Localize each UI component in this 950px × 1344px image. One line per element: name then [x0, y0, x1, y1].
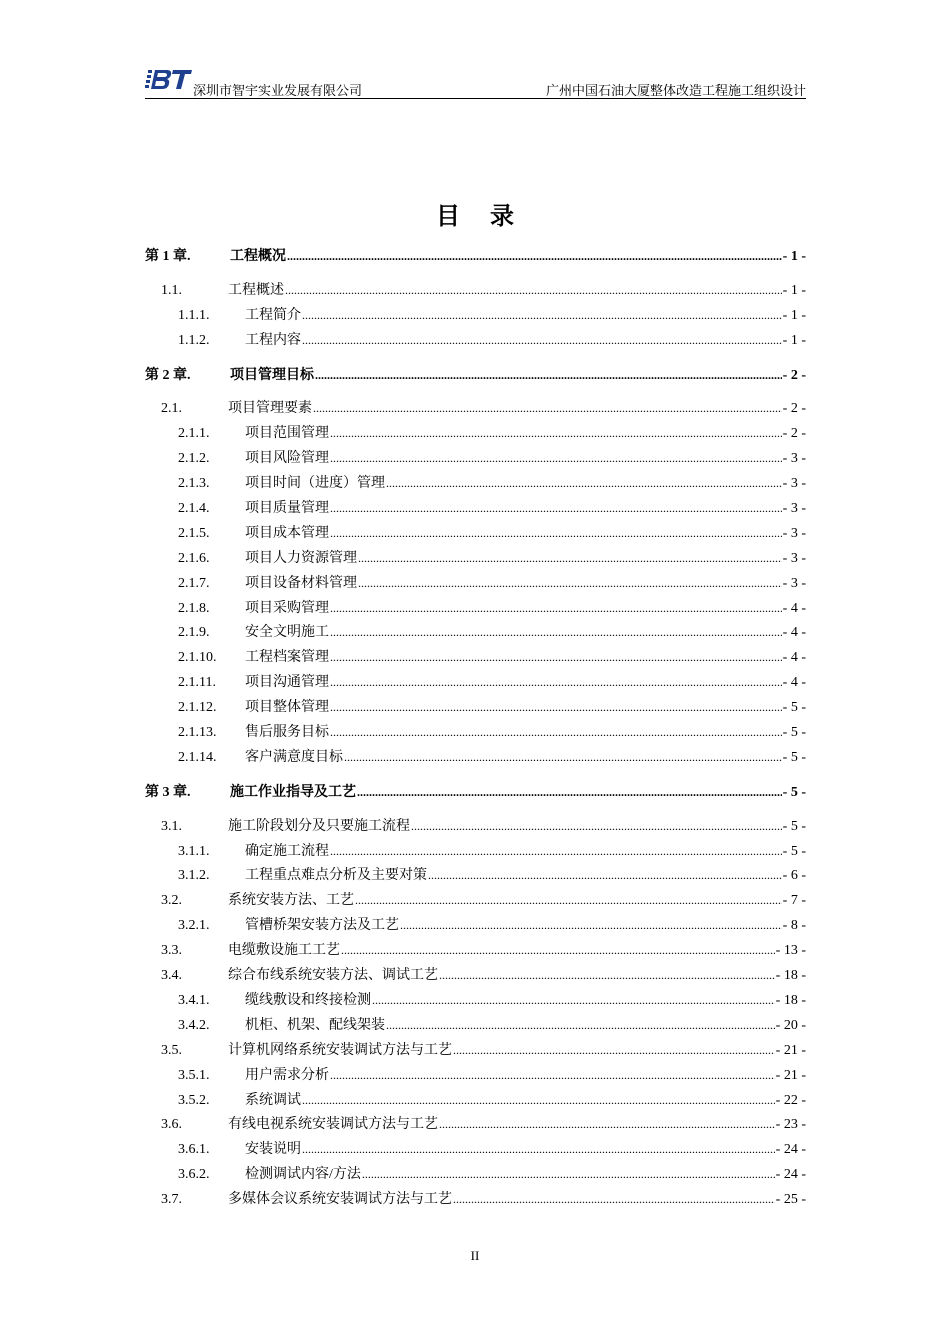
- toc-entry-label: 用户需求分析: [245, 1067, 329, 1083]
- toc-entry[interactable]: [145, 1013, 806, 1038]
- toc-leader-dots: [358, 546, 782, 572]
- toc-leader-dots: [428, 863, 782, 889]
- toc-entry-label: 缆线敷设和终接检测: [245, 992, 371, 1008]
- toc-entry[interactable]: [145, 1162, 806, 1187]
- toc-entry-label: 项目设备材料管理: [245, 575, 357, 591]
- toc-entry-label: 项目管理要素: [228, 401, 312, 417]
- toc-entry-label: 工程简介: [245, 307, 301, 323]
- toc-entry[interactable]: [145, 596, 806, 621]
- toc-entry-label: 系统安装方法、工艺: [228, 893, 354, 909]
- toc-entry-number: 2.1.4.: [178, 501, 210, 517]
- toc-entry-page: - 4 -: [782, 675, 806, 691]
- toc-entry-number: 3.1.1.: [178, 843, 210, 859]
- toc-leader-dots: [302, 303, 782, 329]
- toc-entry[interactable]: [145, 839, 806, 864]
- toc-entry-number: 3.1.2.: [178, 868, 210, 884]
- toc-entry[interactable]: [145, 244, 806, 269]
- toc-entry-page: - 1 -: [782, 282, 806, 298]
- toc-entry-label: 项目质量管理: [245, 501, 329, 517]
- toc-entry-number: 3.5.2.: [178, 1092, 210, 1108]
- toc-entry-page: - 5 -: [782, 843, 806, 859]
- toc-entry[interactable]: [145, 938, 806, 963]
- toc-entry-page: - 3 -: [782, 501, 806, 517]
- toc-entry-page: - 5 -: [782, 749, 806, 765]
- toc-entry[interactable]: [145, 645, 806, 670]
- toc-entry-number: 2.1.14.: [178, 749, 217, 765]
- toc-entry-label: 项目风险管理: [245, 451, 329, 467]
- toc-entry-label: 项目沟通管理: [245, 675, 329, 691]
- toc-entry-page: - 7 -: [782, 893, 806, 909]
- toc-entry-number: 3.5.: [161, 1042, 182, 1058]
- toc-leader-dots: [330, 695, 782, 721]
- toc-leader-dots: [357, 780, 782, 806]
- toc-leader-dots: [344, 745, 782, 771]
- toc-entry-label: 确定施工流程: [245, 843, 329, 859]
- toc-entry-label: 安装说明: [245, 1142, 301, 1158]
- toc-entry-page: - 20 -: [775, 1017, 806, 1033]
- toc-entry-number: 第 1 章.: [145, 249, 191, 264]
- toc-leader-dots: [330, 596, 782, 622]
- toc-entry-page: - 18 -: [775, 968, 806, 984]
- toc-entry-page: - 21 -: [775, 1042, 806, 1058]
- toc-entry-page: - 5 -: [782, 784, 806, 800]
- toc-entry[interactable]: [145, 363, 806, 388]
- toc-entry-number: 2.1.6.: [178, 550, 210, 566]
- project-title: 广州中国石油大厦整体改造工程施工组织设计: [545, 83, 806, 98]
- toc-entry-number: 3.1.: [161, 818, 182, 834]
- toc-leader-dots: [355, 888, 782, 914]
- toc-entry[interactable]: [145, 1187, 806, 1212]
- toc-entry[interactable]: [145, 496, 806, 521]
- toc-entry-page: - 3 -: [782, 575, 806, 591]
- toc-entry-label: 项目整体管理: [245, 700, 329, 716]
- toc-entry-number: 3.3.: [161, 943, 182, 959]
- toc-entry[interactable]: [145, 1038, 806, 1063]
- toc-entry[interactable]: [145, 620, 806, 645]
- toc-entry-page: - 5 -: [782, 818, 806, 834]
- toc-entry-page: - 4 -: [782, 600, 806, 616]
- toc-entry-label: 售后服务目标: [245, 725, 329, 741]
- toc-entry-label: 项目人力资源管理: [245, 550, 357, 566]
- toc-entry-number: 第 3 章.: [145, 784, 191, 800]
- toc-entry[interactable]: [145, 1088, 806, 1113]
- toc-entry-number: 1.1.: [161, 282, 182, 298]
- toc-leader-dots: [285, 278, 782, 304]
- toc-leader-dots: [330, 620, 782, 646]
- toc-entry-label: 客户满意度目标: [245, 749, 343, 765]
- toc-entry-label: 安全文明施工: [245, 625, 329, 641]
- toc-entry-page: - 21 -: [775, 1067, 806, 1083]
- toc-entry-label: 项目范围管理: [245, 426, 329, 442]
- toc-leader-dots: [330, 521, 782, 547]
- toc-leader-dots: [400, 913, 782, 939]
- toc-leader-dots: [330, 496, 782, 522]
- toc-entry-page: - 1 -: [782, 332, 806, 348]
- toc-entry-page: - 25 -: [775, 1192, 806, 1208]
- toc-entry-label: 工程重点难点分析及主要对策: [245, 868, 427, 884]
- toc-entry-page: - 3 -: [782, 525, 806, 541]
- toc-entry[interactable]: [145, 1063, 806, 1088]
- toc-entry-number: 3.6.1.: [178, 1142, 210, 1158]
- toc-entry-number: 2.1.1.: [178, 426, 210, 442]
- toc-entry-label: 施工作业指导及工艺: [230, 784, 356, 800]
- toc-entry[interactable]: [145, 521, 806, 546]
- toc-leader-dots: [330, 446, 782, 472]
- toc-leader-dots: [330, 720, 782, 746]
- toc-entry-page: - 18 -: [775, 992, 806, 1008]
- toc-entry-label: 项目成本管理: [245, 525, 329, 541]
- toc-leader-dots: [315, 363, 782, 389]
- toc-leader-dots: [302, 328, 782, 354]
- toc-entry-label: 综合布线系统安装方法、调试工艺: [228, 968, 438, 984]
- toc-leader-dots: [302, 1088, 775, 1114]
- company-name: 深圳市智宇实业发展有限公司: [193, 83, 363, 98]
- toc-entry-number: 1.1.2.: [178, 332, 210, 348]
- toc-entry-number: 3.4.1.: [178, 992, 210, 1008]
- toc-entry-label: 项目时间（进度）管理: [245, 476, 385, 492]
- toc-entry-number: 2.1.11.: [178, 675, 216, 691]
- toc-entry[interactable]: [145, 446, 806, 471]
- toc-entry[interactable]: [145, 720, 806, 745]
- toc-leader-dots: [411, 814, 782, 840]
- toc-entry[interactable]: [145, 888, 806, 913]
- toc-entry[interactable]: [145, 571, 806, 596]
- toc-leader-dots: [330, 1063, 775, 1089]
- toc-leader-dots: [453, 1187, 775, 1213]
- toc-entry-page: - 6 -: [782, 868, 806, 884]
- toc-entry[interactable]: [145, 695, 806, 720]
- toc-leader-dots: [439, 1112, 775, 1138]
- toc-entry-number: 2.1.8.: [178, 600, 210, 616]
- toc-entry-page: - 4 -: [782, 650, 806, 666]
- toc-entry[interactable]: [145, 863, 806, 888]
- toc-leader-dots: [341, 938, 775, 964]
- company-logo-icon: [145, 66, 193, 96]
- toc-entry-page: - 2 -: [782, 426, 806, 442]
- toc-entry-number: 2.1.: [161, 401, 182, 417]
- toc-entry-number: 2.1.7.: [178, 575, 210, 591]
- toc-entry-label: 项目管理目标: [230, 367, 314, 383]
- toc-entry[interactable]: [145, 814, 806, 839]
- toc-entry[interactable]: [145, 328, 806, 353]
- toc-entry[interactable]: [145, 670, 806, 695]
- toc-entry-page: - 1 -: [782, 249, 806, 264]
- toc-entry-page: - 3 -: [782, 476, 806, 492]
- toc-leader-dots: [362, 1162, 775, 1188]
- toc-entry-number: 2.1.12.: [178, 700, 217, 716]
- toc-entry-number: 2.1.2.: [178, 451, 210, 467]
- toc-entry-label: 施工阶段划分及只要施工流程: [228, 818, 410, 834]
- toc-entry-label: 检测调试内容/方法: [245, 1167, 361, 1183]
- toc-entry-page: - 23 -: [775, 1117, 806, 1133]
- toc-entry-page: - 24 -: [775, 1167, 806, 1183]
- toc-entry[interactable]: [145, 988, 806, 1013]
- toc-entry[interactable]: [145, 963, 806, 988]
- toc-entry-number: 1.1.1.: [178, 307, 210, 323]
- page-number: II: [470, 1248, 480, 1263]
- toc-leader-dots: [386, 471, 782, 497]
- toc-leader-dots: [330, 645, 782, 671]
- toc-entry-number: 3.6.2.: [178, 1167, 210, 1183]
- toc-leader-dots: [330, 670, 782, 696]
- toc-entry-number: 3.4.: [161, 968, 182, 984]
- toc-entry-label: 管槽桥架安装方法及工艺: [245, 918, 399, 934]
- toc-entry[interactable]: [145, 396, 806, 421]
- toc-entry-number: 2.1.3.: [178, 476, 210, 492]
- toc-entry[interactable]: [145, 913, 806, 938]
- toc-entry-page: - 2 -: [782, 401, 806, 417]
- toc-entry-number: 3.2.: [161, 893, 182, 909]
- toc-leader-dots: [386, 1013, 775, 1039]
- toc-entry-label: 系统调试: [245, 1092, 301, 1108]
- toc-entry-number: 3.2.1.: [178, 918, 210, 934]
- toc-entry[interactable]: [145, 1137, 806, 1162]
- toc-entry-number: 2.1.13.: [178, 725, 217, 741]
- toc-entry-label: 项目采购管理: [245, 600, 329, 616]
- toc-entry[interactable]: [145, 421, 806, 446]
- toc-entry-page: - 13 -: [775, 943, 806, 959]
- toc-title: 目录: [436, 204, 544, 230]
- toc-entry-page: - 24 -: [775, 1142, 806, 1158]
- toc-entry[interactable]: [145, 471, 806, 496]
- toc-entry-label: 机柜、机架、配线架装: [245, 1017, 385, 1033]
- toc-entry-number: 2.1.10.: [178, 650, 217, 666]
- toc-entry-label: 工程档案管理: [245, 650, 329, 666]
- toc-entry-page: - 1 -: [782, 307, 806, 323]
- toc-entry[interactable]: [145, 745, 806, 770]
- toc-leader-dots: [453, 1038, 775, 1064]
- toc-entry[interactable]: [145, 546, 806, 571]
- toc-entry[interactable]: [145, 780, 806, 805]
- toc-entry-label: 电缆敷设施工工艺: [228, 943, 340, 959]
- page-header: [145, 64, 806, 99]
- toc-entry-number: 2.1.5.: [178, 525, 210, 541]
- toc-leader-dots: [330, 421, 782, 447]
- toc-leader-dots: [313, 396, 782, 422]
- toc-leader-dots: [358, 571, 782, 597]
- toc-entry-label: 工程概述: [228, 282, 284, 298]
- toc-entry-page: - 3 -: [782, 550, 806, 566]
- toc-entry-page: - 5 -: [782, 725, 806, 741]
- toc-entry-label: 计算机网络系统安装调试方法与工艺: [228, 1042, 452, 1058]
- toc-entry-page: - 2 -: [782, 367, 806, 383]
- toc-leader-dots: [287, 244, 782, 270]
- toc-entry-page: - 4 -: [782, 625, 806, 641]
- toc-entry-number: 第 2 章.: [145, 367, 191, 383]
- toc-entry-label: 有线电视系统安装调试方法与工艺: [228, 1117, 438, 1133]
- toc-leader-dots: [330, 839, 782, 865]
- toc-entry-label: 工程内容: [245, 332, 301, 348]
- toc-entry-page: - 5 -: [782, 700, 806, 716]
- toc-leader-dots: [372, 988, 775, 1014]
- toc-entry[interactable]: [145, 1112, 806, 1137]
- toc-entry-number: 3.5.1.: [178, 1067, 210, 1083]
- toc-leader-dots: [302, 1137, 775, 1163]
- toc-entry-number: 3.6.: [161, 1117, 182, 1133]
- toc-entry-number: 3.4.2.: [178, 1017, 210, 1033]
- toc-entry-label: 工程概况: [230, 249, 286, 264]
- toc-entry-page: - 22 -: [775, 1092, 806, 1108]
- toc-entry[interactable]: [145, 278, 806, 303]
- toc-leader-dots: [439, 963, 775, 989]
- table-of-contents: [145, 244, 806, 1212]
- toc-entry-page: - 3 -: [782, 451, 806, 467]
- toc-entry[interactable]: [145, 303, 806, 328]
- toc-entry-page: - 8 -: [782, 918, 806, 934]
- toc-entry-number: 3.7.: [161, 1192, 182, 1208]
- toc-entry-label: 多媒体会议系统安装调试方法与工艺: [228, 1192, 452, 1208]
- toc-entry-number: 2.1.9.: [178, 625, 210, 641]
